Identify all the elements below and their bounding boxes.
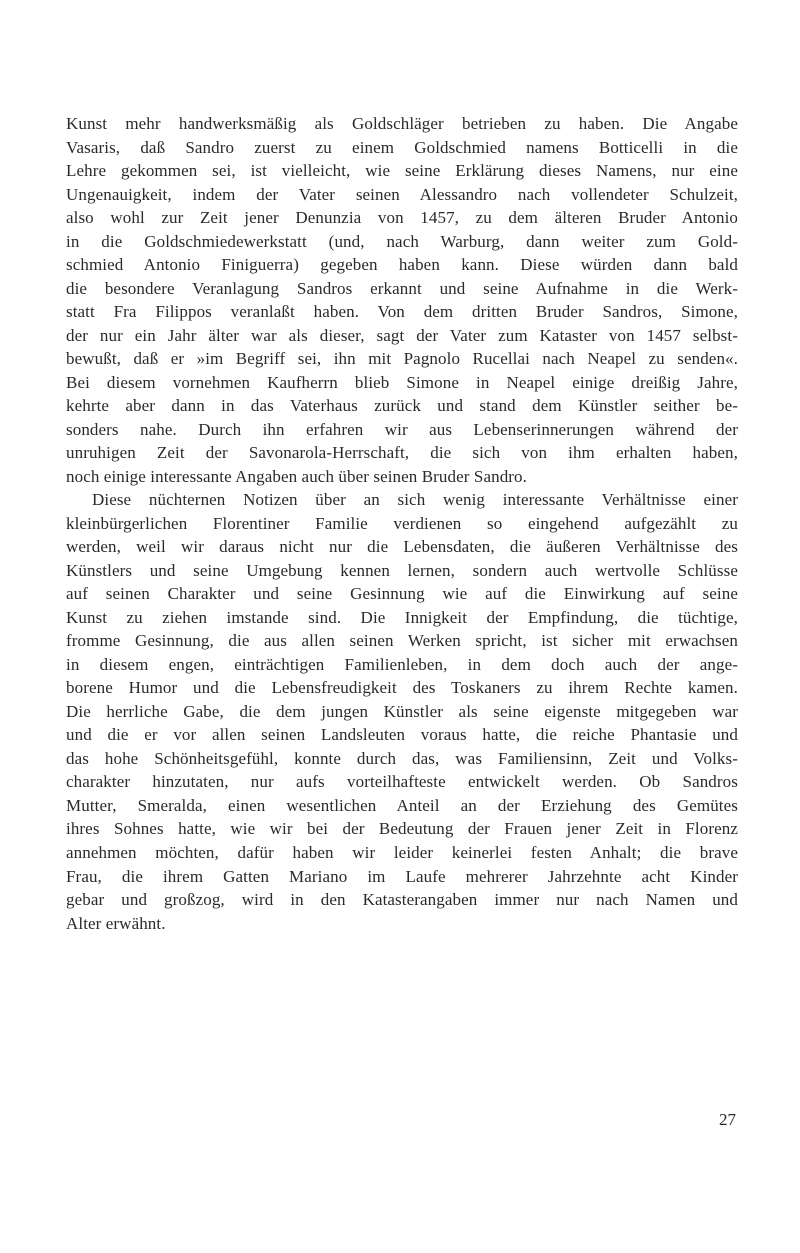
- text-line: Künstlers und seine Umgebung kennen lernen, sondern auch wertvolle Schlüsse: [66, 560, 738, 580]
- text-line: statt Fra Filippos veranlaßt haben. Von dem dritten Bruder Sandros, Simone,: [66, 302, 738, 322]
- text-line: bewußt, daß er »im Begriff sei, ihn mit Pagnolo Rucellai nach Neapel zu senden«.: [66, 349, 738, 369]
- text-line: und die er vor allen seinen Landsleuten voraus hatte, die reiche Phantasie und: [66, 725, 738, 745]
- text-line: das hohe Schönheitsgefühl, konnte durch das, was Familiensinn, Zeit und Volks-: [66, 748, 738, 768]
- text-line: Mutter, Smeralda, einen wesentlichen Anteil an der Erziehung des Gemütes: [66, 795, 738, 815]
- text-line: also wohl zur Zeit jener Denunzia von 1457, zu dem älteren Bruder Antonio: [66, 208, 738, 228]
- text-line: kehrte aber dann in das Vaterhaus zurück und stand dem Künstler seither be-: [66, 396, 738, 416]
- text-line: der nur ein Jahr älter war als dieser, sagt der Vater zum Kataster von 1457 selbst-: [66, 325, 738, 345]
- text-line: unruhigen Zeit der Savonarola-Herrschaft, die sich von ihm erhalten haben,: [66, 443, 738, 463]
- page-number: 27: [719, 1110, 736, 1129]
- text-line: schmied Antonio Finiguerra) gegeben haben kann. Diese würden dann bald: [66, 255, 738, 275]
- text-line: Kunst mehr handwerksmäßig als Goldschläger betrieben zu haben. Die Angabe: [66, 114, 738, 133]
- text-line: kleinbürgerlichen Florentiner Familie verdienen so eingehend aufgezählt zu: [66, 513, 738, 533]
- text-line: die besondere Veranlagung Sandros erkannt und seine Aufnahme in die Werk-: [66, 278, 738, 298]
- text-line: Die herrliche Gabe, die dem jungen Künstler als seine eigenste mitgegeben war: [66, 701, 738, 721]
- text-line: Kunst zu ziehen imstande sind. Die Innigkeit der Empfindung, die tüchtige,: [66, 607, 738, 627]
- text-line: charakter hinzutaten, nur aufs vorteilhafteste entwickelt werden. Ob Sandros: [66, 772, 738, 792]
- text-line: borene Humor und die Lebensfreudigkeit des Toskaners zu ihrem Rechte kamen.: [66, 678, 738, 698]
- text-line: in die Goldschmiedewerkstatt (und, nach Warburg, dann weiter zum Gold-: [66, 231, 738, 251]
- text-line: ihres Sohnes hatte, wie wir bei der Bedeutung der Frauen jener Zeit in Florenz: [66, 819, 738, 839]
- text-line: auf seinen Charakter und seine Gesinnung wie auf die Einwirkung auf seine: [66, 584, 738, 604]
- text-line: Alter erwähnt.: [66, 913, 166, 933]
- text-line: Bei diesem vornehmen Kaufherrn blieb Simone in Neapel einige dreißig Jahre,: [66, 372, 738, 392]
- text-line: Frau, die ihrem Gatten Mariano im Laufe mehrerer Jahrzehnte acht Kinder: [66, 866, 738, 886]
- text-line: sonders nahe. Durch ihn erfahren wir aus Lebenserinnerungen während der: [66, 419, 738, 439]
- text-line: in diesem engen, einträchtigen Familienleben, in dem doch auch der ange-: [66, 654, 738, 674]
- text-line: Ungenauigkeit, indem der Vater seinen Alessandro nach vollendeter Schulzeit,: [66, 184, 738, 204]
- text-line: gebar und großzog, wird in den Katasterangaben immer nur nach Namen und: [66, 890, 738, 910]
- body-text: [66, 112, 738, 935]
- text-line: werden, weil wir daraus nicht nur die Lebensdaten, die äußeren Verhältnisse des: [66, 537, 738, 557]
- text-line: Lehre gekommen sei, ist vielleicht, wie seine Erklärung dieses Namens, nur eine: [66, 161, 738, 181]
- text-line: Vasaris, daß Sandro zuerst zu einem Goldschmied namens Botticelli in die: [66, 137, 738, 157]
- text-line: noch einige interessante Angaben auch über seinen Bruder Sandro.: [66, 466, 527, 486]
- text-line: Diese nüchternen Notizen über an sich wenig interessante Verhältnisse einer: [92, 490, 738, 510]
- text-line: fromme Gesinnung, die aus allen seinen Werken spricht, ist sicher mit erwachsen: [66, 631, 738, 651]
- text-line: annehmen möchten, dafür haben wir leider keinerlei festen Anhalt; die brave: [66, 842, 738, 862]
